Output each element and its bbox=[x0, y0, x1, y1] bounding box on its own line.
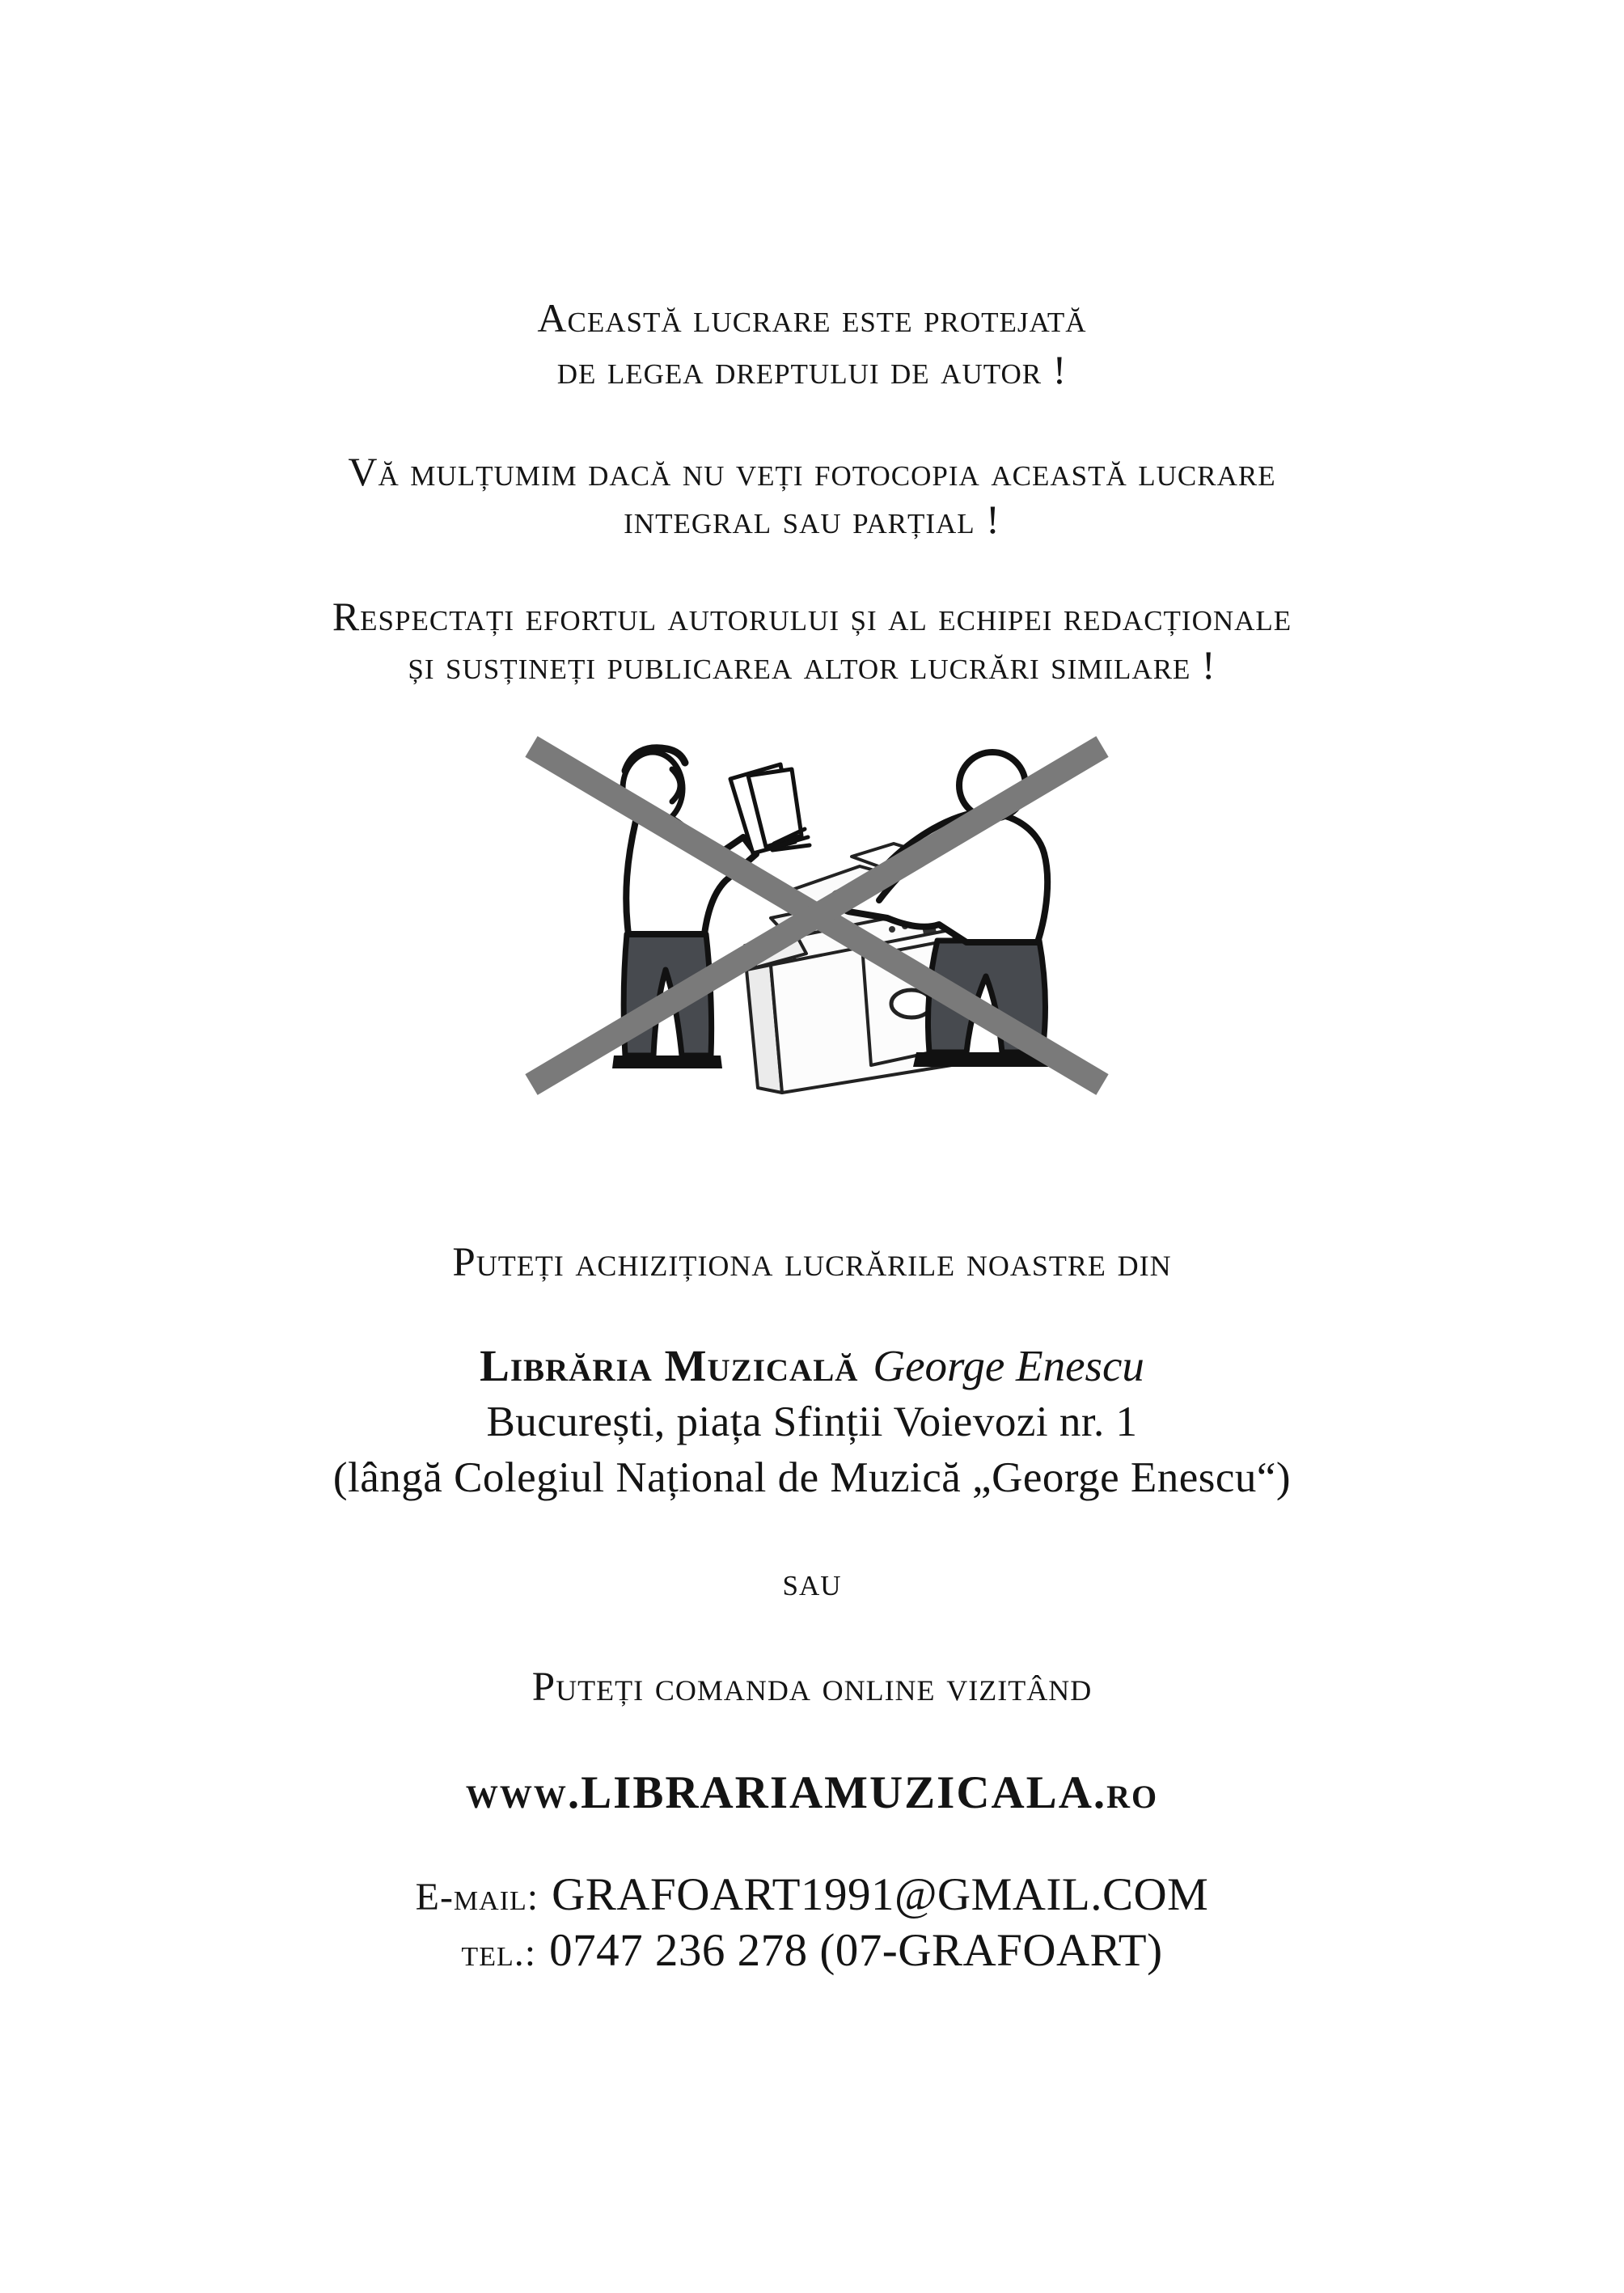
website-url: www.LIBRARIAMUZICALA.ro bbox=[465, 1767, 1159, 1818]
bookstore-address-line-2: (lângă Colegiul Național de Muzică „George Enescu“) bbox=[332, 1454, 1292, 1501]
thanks-line-2: integral sau parțial ! bbox=[624, 497, 1000, 542]
respect-line-2: și susțineți publicarea altor lucrări similare ! bbox=[408, 642, 1216, 687]
tel-label: tel.: bbox=[461, 1931, 537, 1974]
bookstore-name: Librăria Muzicală bbox=[480, 1341, 859, 1390]
bookstore-address-line-1: București, piața Sfinții Voievozi nr. 1 bbox=[486, 1398, 1138, 1445]
thanks-line-1: Vă mulțumim dacă nu veți fotocopia această lucrare bbox=[348, 449, 1276, 494]
respect-line-1: Respectați efortul autorului și al echipei redacționale bbox=[332, 594, 1292, 639]
online-order-intro: Puteți comanda online vizitând bbox=[531, 1665, 1093, 1710]
purchase-intro: Puteți achiziționa lucrările noastre din bbox=[452, 1240, 1172, 1285]
copyright-line-1: Această lucrare este protejată bbox=[537, 295, 1087, 341]
tel-line bbox=[0, 1923, 1624, 1991]
bookstore-line bbox=[0, 1339, 1624, 1393]
no-photocopying-illustration bbox=[514, 722, 1120, 1106]
bookstore-qualifier: George Enescu bbox=[873, 1341, 1144, 1390]
or-label: sau bbox=[782, 1559, 842, 1604]
copyright-line-2: de legea dreptului de autor ! bbox=[556, 347, 1068, 392]
email-label: E-mail: bbox=[415, 1876, 539, 1919]
tel-number: 0747 236 278 (07-GRAFOART) bbox=[549, 1925, 1163, 1976]
email-address: GRAFOART1991@GMAIL.COM bbox=[552, 1869, 1209, 1920]
